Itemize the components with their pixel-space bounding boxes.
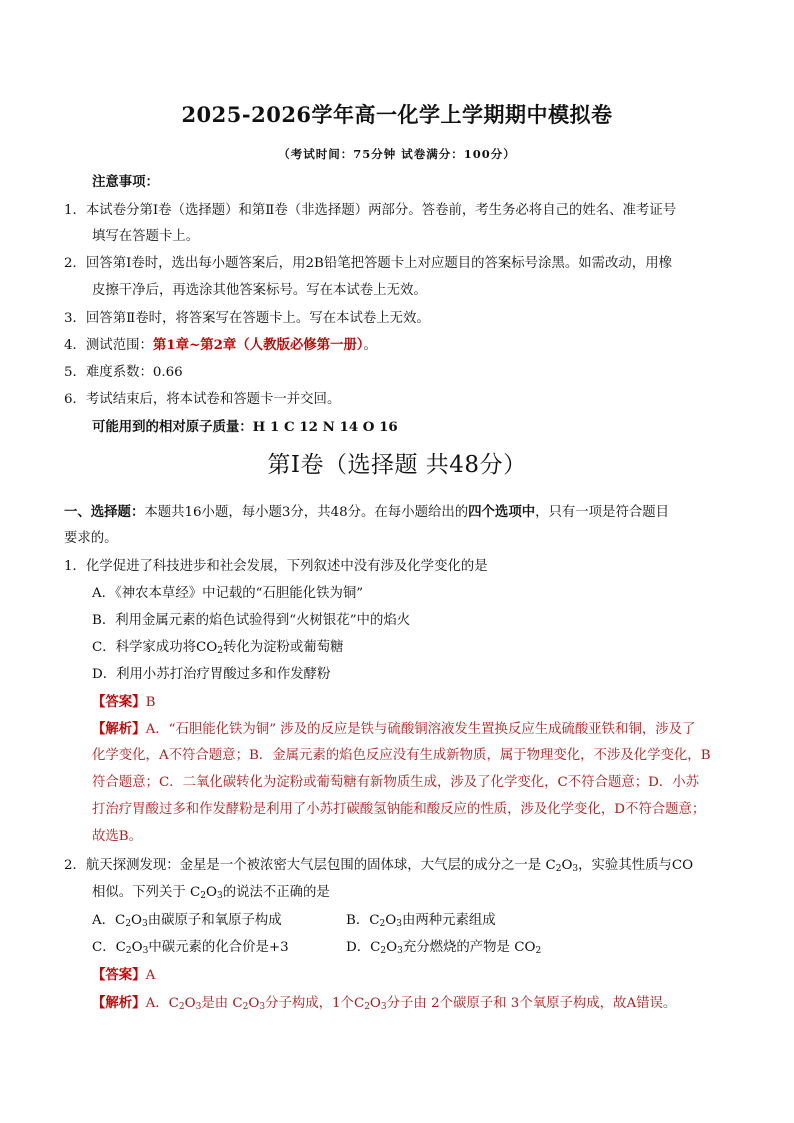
q1-analysis-line4: 打治疗胃酸过多和作发酵粉是利用了小苏打碳酸氢钠能和酸反应的性质，涉及化学变化，D不符合题意； [92,802,706,817]
q1-option-b: B．利用金属元素的焰色试验得到“火树银花”中的焰火 [92,613,411,628]
q1-option-a: A．《神农本草经》中记载的“石胆能化铁为铜” [92,586,364,601]
exam-info: （考试时间：75分钟 试卷满分：100分） [278,147,516,161]
page-title: 2025-2026学年高一化学上学期期中模拟卷 [181,102,613,127]
q1-analysis-line2: 化学变化，A不符合题意；B．金属元素的焰色反应没有生成新物质，属于物理变化，不涉及化学变化，B [92,748,711,763]
q2-answer: 【答案】A [92,967,156,983]
q1-analysis: 【解析】A．“石胆能化铁为铜” 涉及的反应是铁与硫酸铜溶液发生置换反应生成硫酸亚铁和铜，涉及了 [92,721,696,737]
notice-item-3: 3．回答第Ⅱ卷时，将答案写在答题卡上。写在本试卷上无效。 [64,311,430,326]
notice-item-4: 4．测试范围：第1章~第2章（人教版必修第一册）。 [64,337,377,353]
q2-option-b: B．$C_2O_3$由两种元素组成 [346,913,496,929]
part1-instructions: 一、选择题：本题共16小题，每小题3分，共48分。在每小题给出的四个选项中，只有一项是符合题目 [64,504,670,520]
notice-item-2: 2．回答第Ⅰ卷时，选出每小题答案后，用2B铅笔把答题卡上对应题目的答案标号涂黑。如需改动，用橡 [64,256,672,271]
q2-option-c: C．$C_2O_3$中碳元素的化合价是+3 [92,940,289,956]
q2-option-d: D．$C_2O_3$充分燃烧的产物是 $CO_2$ [346,940,542,956]
atomic-masses: 可能用到的相对原子质量：H 1 C 12 N 14 O 16 [92,419,398,435]
q2-stem: 2．航天探测发现：金星是一个被浓密大气层包围的固体球，大气层的成分之一是 $C_2O_3$，实验其性质与CO [64,858,694,874]
notice-heading: 注意事项： [92,174,159,190]
q2-stem-cont: 相似。下列关于 $C_2O_3$的说法不正确的是 [92,885,330,901]
notice-item-5: 5．难度系数：0.66 [64,365,183,380]
q2-analysis: 【解析】A．$C_2O_3$是由 $C_2O_3$分子构成，1个$C_2O_3$分子由 2个碳原子和 3个氧原子构成，故A错误。 [92,995,677,1012]
test-range: 第1章~第2章（人教版必修第一册） [152,337,364,353]
q1-option-d: D．利用小苏打治疗胃酸过多和作发酵粉 [92,667,331,682]
notice-item-2-cont: 皮擦干净后，再选涂其他答案标号。写在本试卷上无效。 [92,283,427,298]
q1-analysis-line5: 故选B。 [92,829,143,844]
q1-analysis-line3: 符合题意；C．二氧化碳转化为淀粉或葡萄糖有新物质生成，涉及了化学变化，C不符合题意；D．小苏 [92,775,700,790]
section-title: 第Ⅰ卷（选择题 共48分） [267,452,527,478]
q1-option-c: C．科学家成功将$CO_2$转化为淀粉或葡萄糖 [92,640,344,656]
q1-stem: 1．化学促进了科技进步和社会发展，下列叙述中没有涉及化学变化的是 [64,559,488,574]
q2-option-a: A．$C_2O_3$由碳原子和氧原子构成 [92,913,282,929]
notice-item-1: 1．本试卷分第Ⅰ卷（选择题）和第Ⅱ卷（非选择题）两部分。答卷前，考生务必将自己的姓名、准考证号 [64,203,677,218]
part1-instructions-cont: 要求的。 [64,531,118,546]
notice-item-6: 6．考试结束后，将本试卷和答题卡一并交回。 [64,392,341,407]
q1-answer: 【答案】B [92,694,156,710]
notice-item-1-cont: 填写在答题卡上。 [92,229,200,244]
